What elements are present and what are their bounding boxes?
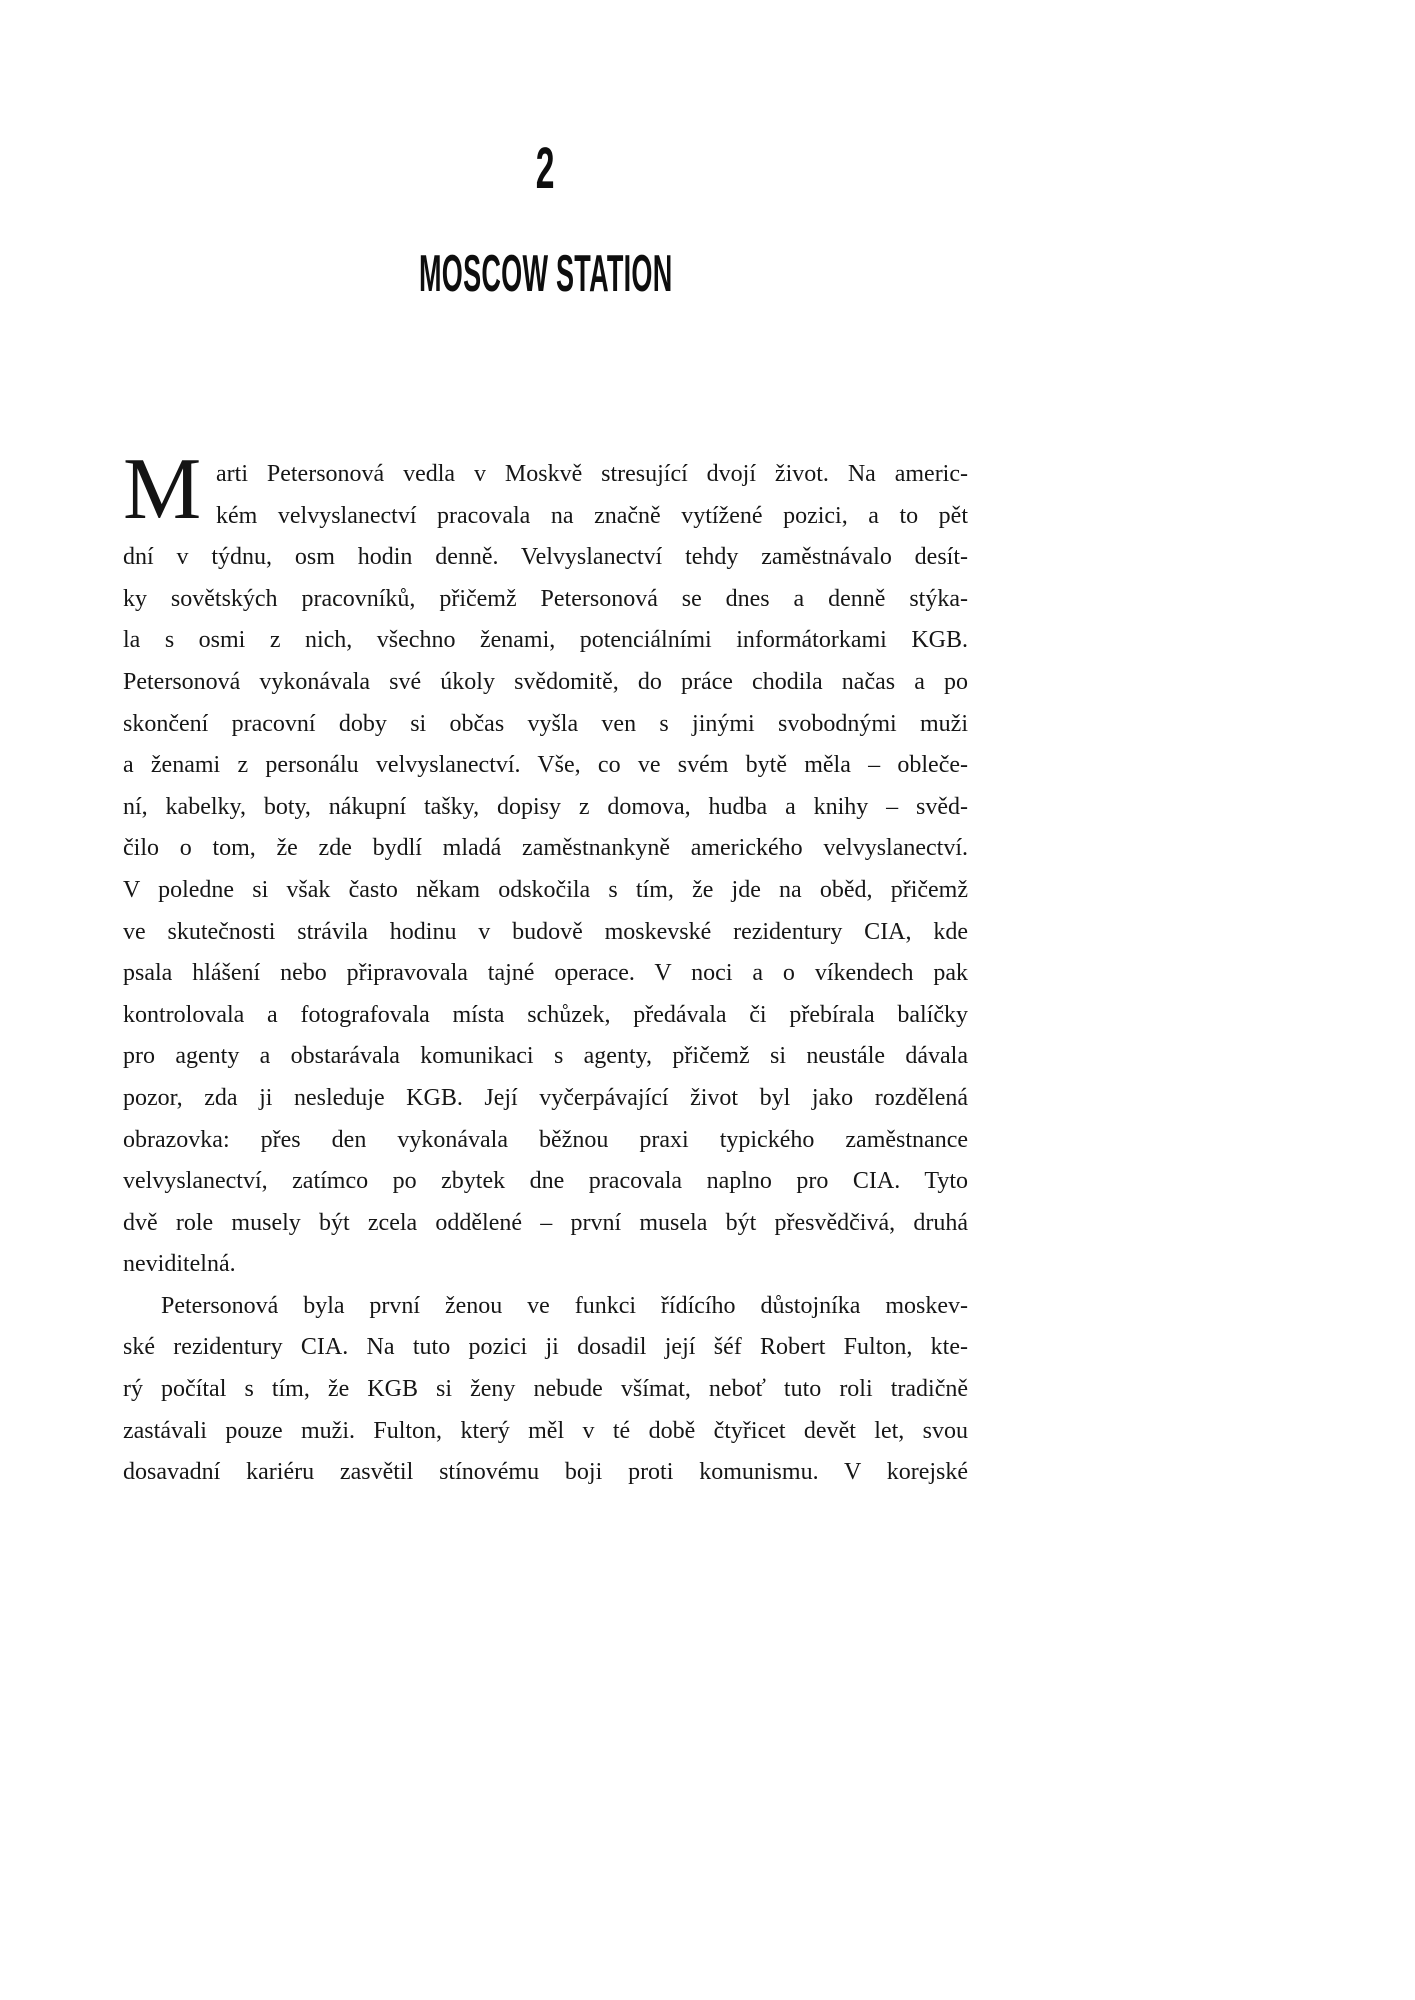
text-line: obrazovka: přes den vykonávala běžnou praxi typického zaměstnance — [123, 1126, 968, 1153]
page-content — [123, 0, 968, 2000]
text-line: psala hlášení nebo připravovala tajné operace. V noci a o víkendech pak — [123, 960, 968, 987]
text-line: kontrolovala a fotografovala místa schůzek, předávala či přebírala balíčky — [123, 1001, 968, 1028]
chapter-title-text: MOSCOW STATION — [418, 245, 673, 303]
text-line: ské rezidentury CIA. Na tuto pozici ji dosadil její šéf Robert Fulton, kte- — [123, 1334, 968, 1361]
text-line: zastávali pouze muži. Fulton, který měl v té době čtyřicet devět let, svou — [123, 1417, 968, 1444]
text-line: pozor, zda ji nesleduje KGB. Její vyčerpávající život byl jako rozdělená — [123, 1084, 968, 1111]
text-line: čilo o tom, že zde bydlí mladá zaměstnankyně amerického velvyslanectví. — [123, 835, 968, 862]
text-line: dvě role musely být zcela oddělené – první musela být přesvědčivá, druhá — [123, 1209, 968, 1236]
text-line: Petersonová byla první ženou ve funkci řídícího důstojníka moskev- — [161, 1292, 968, 1319]
text-line: dní v týdnu, osm hodin denně. Velvyslanectví tehdy zaměstnávalo desít- — [123, 544, 968, 571]
chapter-number — [123, 136, 968, 201]
text-line: pro agenty a obstarávala komunikaci s agenty, přičemž si neustále dávala — [123, 1043, 968, 1070]
chapter-title — [123, 245, 968, 303]
text-line: ní, kabelky, boty, nákupní tašky, dopisy z domova, hudba a knihy – svěd- — [123, 793, 968, 820]
text-line: V poledne si však často někam odskočila s tím, že jde na oběd, přičemž — [123, 876, 968, 903]
text-line: kém velvyslanectví pracovala na značně vytížené pozici, a to pět — [216, 502, 968, 529]
text-line: Petersonová vykonávala své úkoly svědomitě, do práce chodila načas a po — [123, 668, 968, 695]
text-line: la s osmi z nich, všechno ženami, potenciálními informátorkami KGB. — [123, 627, 968, 654]
chapter-number-text: 2 — [536, 136, 555, 201]
body-text — [123, 454, 968, 1494]
text-line: ky sovětských pracovníků, přičemž Petersonová se dnes a denně stýka- — [123, 585, 968, 612]
text-line: velvyslanectví, zatímco po zbytek dne pracovala naplno pro CIA. Tyto — [123, 1168, 968, 1195]
text-line: skončení pracovní doby si občas vyšla ven s jinými svobodnými muži — [123, 710, 968, 737]
text-line: ve skutečnosti strávila hodinu v budově moskevské rezidentury CIA, kde — [123, 918, 968, 945]
drop-cap: M — [123, 441, 202, 538]
text-line: dosavadní kariéru zasvětil stínovému boji proti komunismu. V korejské — [123, 1459, 968, 1486]
text-line: a ženami z personálu velvyslanectví. Vše, co ve svém bytě měla – obleče- — [123, 752, 968, 779]
text-line: rý počítal s tím, že KGB si ženy nebude všímat, neboť tuto roli tradičně — [123, 1376, 968, 1403]
text-line: neviditelná. — [123, 1251, 236, 1278]
text-line: arti Petersonová vedla v Moskvě stresující dvojí život. Na americ- — [216, 461, 968, 487]
